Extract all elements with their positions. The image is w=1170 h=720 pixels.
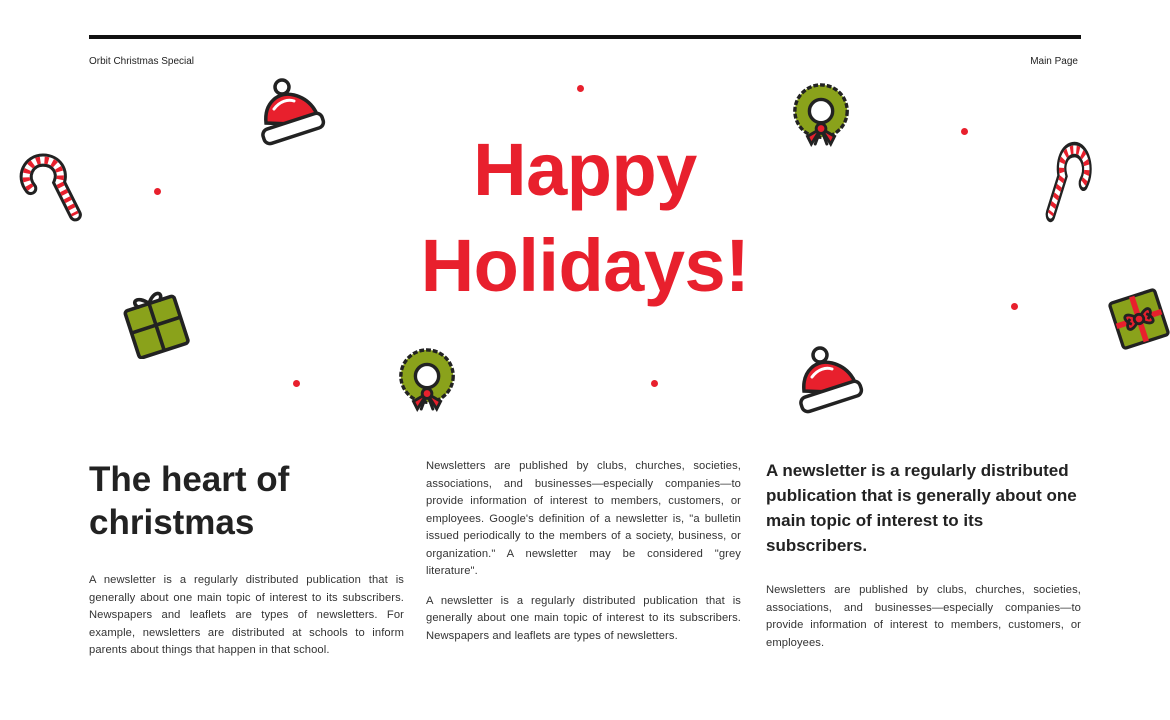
column-2-paragraph-2: A newsletter is a regularly distributed publication that is generally about one main topic of interest to its subscribers. Newspapers and leaflets are types of newsletters. [426, 594, 741, 642]
column-2-paragraph-1: Newsletters are published by clubs, churches, societies, associations, and businesses—especially companies—to provide information of interest to members, customers, or employees. Google's definition of a newsletter is, "a bulletin issued periodically to the members of a society, business, or organization." A newsletter may be considered "grey literature". [426, 460, 741, 577]
column-3-lead: A newsletter is a regularly distributed publication that is generally about one main topic of interest to its subscribers. [766, 461, 1077, 555]
gift-box-icon [1106, 284, 1170, 354]
section-heading: The heart of christmas [89, 460, 290, 542]
gift-box-icon [120, 285, 192, 359]
main-page-link[interactable]: Main Page [1030, 56, 1078, 67]
candy-cane-icon [16, 152, 88, 228]
confetti-dot [577, 85, 584, 92]
publication-label: Orbit Christmas Special [89, 56, 195, 67]
confetti-dot [293, 380, 300, 387]
confetti-dot [1011, 303, 1018, 310]
column-3 [766, 458, 1081, 664]
wreath-icon [396, 345, 460, 413]
confetti-dot [961, 128, 968, 135]
column-2 [426, 458, 741, 657]
candy-cane-icon [1042, 140, 1094, 230]
top-rule [89, 35, 1081, 39]
santa-hat-icon [260, 76, 330, 148]
column-1 [89, 458, 404, 672]
confetti-dot [651, 380, 658, 387]
column-3-body: Newsletters are published by clubs, churches, societies, associations, and businesses—especially companies—to provide information of interest to members, customers, or employees. [766, 584, 1081, 649]
santa-hat-icon [798, 344, 868, 416]
column-1-body: A newsletter is a regularly distributed publication that is generally about one main topic of interest to its subscribers. Newspapers and leaflets are types of newsletters. For example, newsletters are distributed at schools to inform parents about things that happen in that school. [89, 574, 404, 656]
hero-line-1: Happy [473, 128, 697, 211]
hero-line-2: Holidays! [420, 224, 750, 307]
confetti-dot [154, 188, 161, 195]
hero-title [345, 122, 825, 314]
